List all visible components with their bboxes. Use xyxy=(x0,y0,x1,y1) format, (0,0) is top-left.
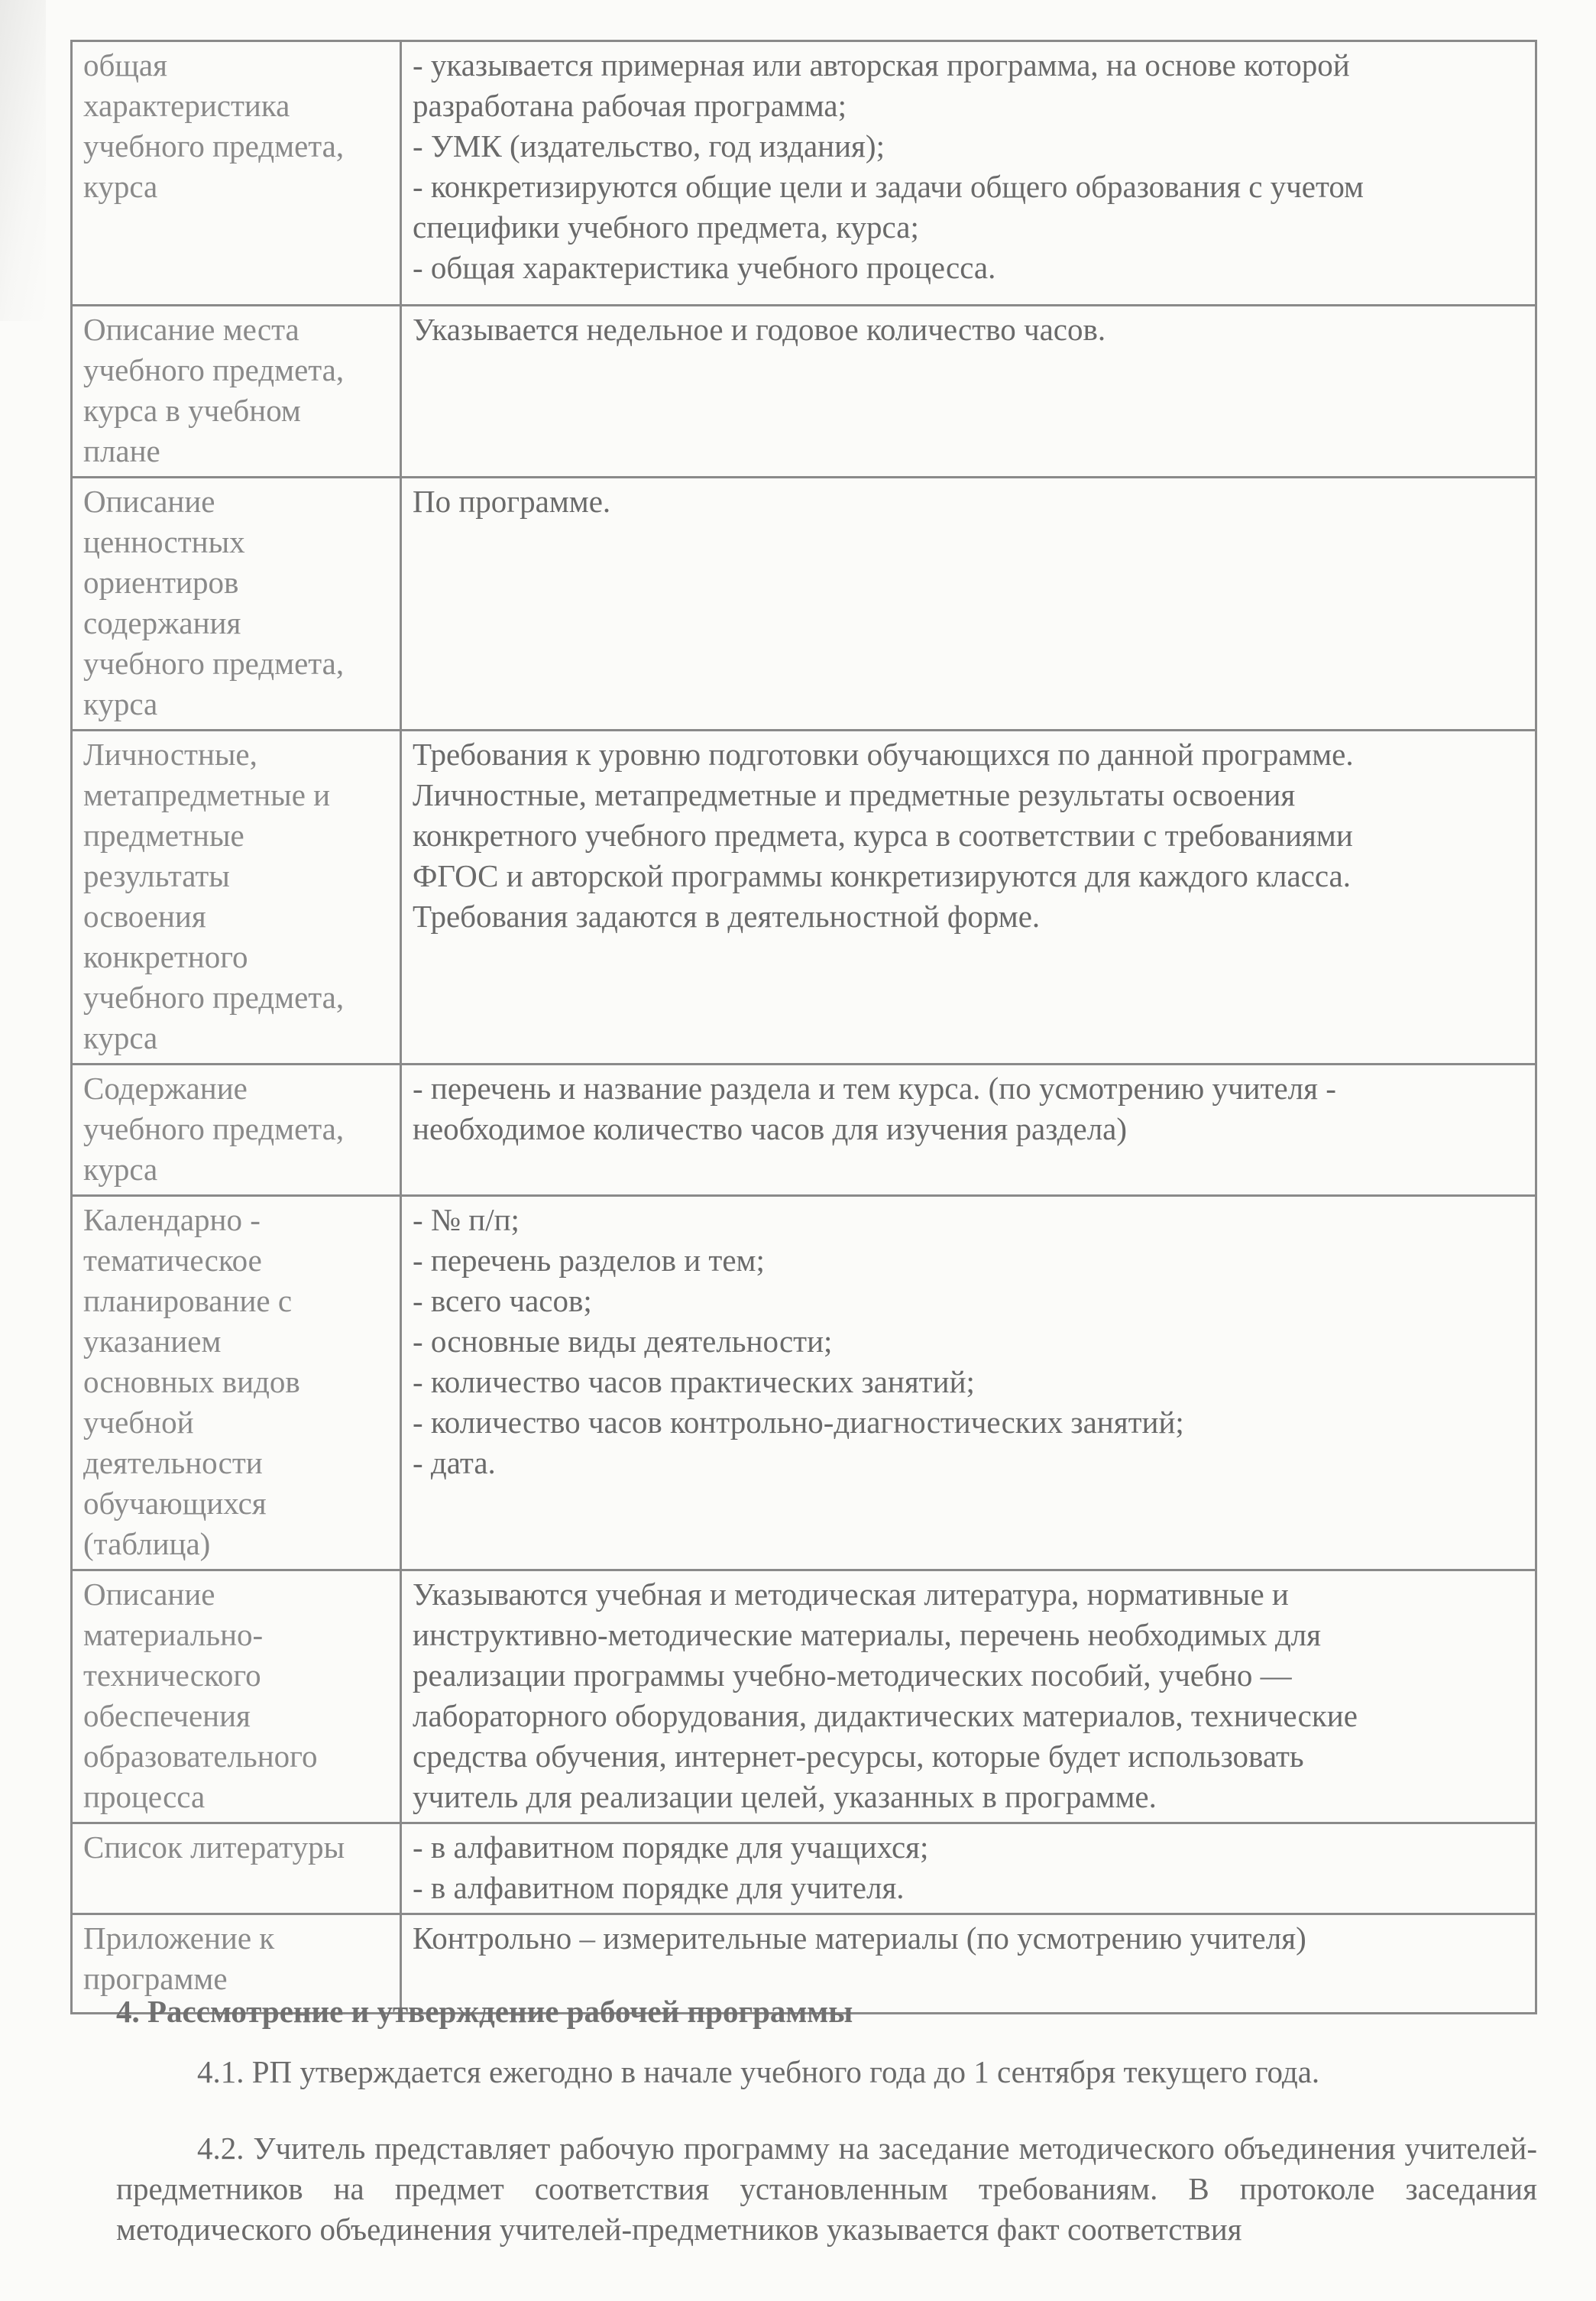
paragraph-4-2 xyxy=(116,2128,1537,2250)
section-content-line: - основные виды деятельности; xyxy=(413,1324,833,1359)
section-content-line: - дата. xyxy=(413,1445,496,1480)
section-name-cell xyxy=(72,731,401,1065)
section-name-cell xyxy=(72,1570,401,1823)
table-row xyxy=(72,478,1536,731)
section-name-line: деятельности xyxy=(83,1445,263,1480)
program-structure-table xyxy=(70,40,1537,2014)
section-name-line: учебного предмета, xyxy=(83,980,345,1015)
section-name-line: программе xyxy=(83,1961,228,1996)
section-content-line: ФГОС и авторской программы конкретизируются для каждого класса. xyxy=(413,858,1351,893)
section-content-line: Требования к уровню подготовки обучающихся по данной программе. xyxy=(413,737,1354,772)
section-name-line: учебного предмета, xyxy=(83,1111,345,1146)
section-name-line: материально- xyxy=(83,1617,264,1652)
section-name-line: конкретного xyxy=(83,939,248,974)
section-name-line: Описание места xyxy=(83,312,299,347)
section-content-cell xyxy=(401,1065,1536,1196)
section-name-line: обучающихся xyxy=(83,1486,267,1521)
section-name-line: плане xyxy=(83,433,160,468)
section-content-line: - указывается примерная или авторская программа, на основе которой xyxy=(413,47,1350,83)
section-content-line: - перечень и название раздела и тем курса. (по усмотрению учителя - xyxy=(413,1071,1336,1106)
section-content-cell xyxy=(401,1823,1536,1914)
section-content-line: - в алфавитном порядке для учителя. xyxy=(413,1870,905,1905)
section-name-cell xyxy=(72,478,401,731)
section-content-line: - конкретизируются общие цели и задачи общего образования с учетом xyxy=(413,169,1364,204)
section-content-line: Личностные, метапредметные и предметные результаты освоения xyxy=(413,777,1296,812)
table-row xyxy=(72,41,1536,306)
section-name-line: курса xyxy=(83,169,158,204)
section-content-line: - всего часов; xyxy=(413,1283,592,1318)
section-name-line: основных видов xyxy=(83,1364,300,1399)
section-content-cell xyxy=(401,41,1536,306)
section-content-line: - общая характеристика учебного процесса. xyxy=(413,250,996,285)
section-name-cell xyxy=(72,41,401,306)
section-content-line: - в алфавитном порядке для учащихся; xyxy=(413,1829,929,1865)
section-name-line: Календарно - xyxy=(83,1202,261,1237)
section-content-line: Контрольно – измерительные материалы (по усмотрению учителя) xyxy=(413,1920,1306,1956)
section-name-line: предметные xyxy=(83,818,244,853)
section-content-line: разработана рабочая программа; xyxy=(413,88,847,123)
section-content-line: инструктивно-методические материалы, перечень необходимых для xyxy=(413,1617,1321,1652)
section-name-line: ценностных xyxy=(83,524,245,559)
section-name-line: Содержание xyxy=(83,1071,248,1106)
section-name-line: Описание xyxy=(83,484,215,519)
section-name-cell xyxy=(72,1823,401,1914)
section-content-line: лабораторного оборудования, дидактических материалов, технические xyxy=(413,1698,1358,1733)
section-name-line: курса xyxy=(83,686,158,721)
section-content-line: конкретного учебного предмета, курса в соответствии с требованиями xyxy=(413,818,1353,853)
section-name-line: Список литературы xyxy=(83,1829,345,1865)
table-row xyxy=(72,1570,1536,1823)
section-name-line: процесса xyxy=(83,1779,206,1814)
section-content-line: учитель для реализации целей, указанных в программе. xyxy=(413,1779,1157,1814)
section-name-line: технического xyxy=(83,1658,261,1693)
section-name-line: характеристика xyxy=(83,88,290,123)
section-name-line: метапредметные и xyxy=(83,777,331,812)
section-name-line: указанием xyxy=(83,1324,222,1359)
section-content-line: - перечень разделов и тем; xyxy=(413,1243,765,1278)
table-row xyxy=(72,1823,1536,1914)
paragraph-4-1-text: 4.1. РП утверждается ежегодно в начале учебного года до 1 сентября текущего года. xyxy=(197,2054,1320,2089)
table-row xyxy=(72,1196,1536,1570)
table-row xyxy=(72,306,1536,478)
section-name-line: содержания xyxy=(83,605,241,640)
section-content-line: Требования задаются в деятельностной форме. xyxy=(413,899,1041,934)
section-name-line: тематическое xyxy=(83,1243,262,1278)
section-content-line: По программе. xyxy=(413,484,611,519)
section-name-line: ориентиров xyxy=(83,565,239,600)
section-content-cell xyxy=(401,478,1536,731)
section-content-line: - УМК (издательство, год издания); xyxy=(413,128,885,164)
section-name-line: Личностные, xyxy=(83,737,257,772)
section-name-line: учебной xyxy=(83,1405,194,1440)
section-name-line: учебного предмета, xyxy=(83,646,345,681)
section-name-line: учебного предмета, xyxy=(83,128,345,164)
paragraph-4-1 xyxy=(116,2052,1537,2092)
section-name-line: общая xyxy=(83,47,167,83)
section-content-line: - количество часов контрольно-диагностических занятий; xyxy=(413,1405,1184,1440)
section-content-line: - № п/п; xyxy=(413,1202,520,1237)
section-name-line: образовательного xyxy=(83,1739,318,1774)
section-name-line: результаты xyxy=(83,858,230,893)
section-content-line: - количество часов практических занятий; xyxy=(413,1364,975,1399)
section-name-line: Приложение к xyxy=(83,1920,275,1956)
section-content-line: Указывается недельное и годовое количество часов. xyxy=(413,312,1106,347)
section-name-line: курса xyxy=(83,1152,158,1187)
section-name-line: Описание xyxy=(83,1577,215,1612)
section-heading: 4. Рассмотрение и утверждение рабочей программы xyxy=(116,1994,853,2029)
section-name-line: учебного предмета, xyxy=(83,352,345,387)
section-name-line: курса xyxy=(83,1020,158,1055)
section-name-line: (таблица) xyxy=(83,1526,211,1561)
section-name-line: обеспечения xyxy=(83,1698,251,1733)
section-content-line: необходимое количество часов для изучения раздела) xyxy=(413,1111,1128,1146)
table-row xyxy=(72,1065,1536,1196)
section-content-cell xyxy=(401,1196,1536,1570)
section-name-line: планирование с xyxy=(83,1283,293,1318)
page-edge-shadow xyxy=(0,0,46,321)
section-content-line: специфики учебного предмета, курса; xyxy=(413,209,919,245)
section-content-line: средства обучения, интернет-ресурсы, которые будет использовать xyxy=(413,1739,1304,1774)
paragraph-4-2-text: 4.2. Учитель представляет рабочую программу на заседание методического объединения учителей-предметников на предмет соответствия установленным требованиям. В протоколе заседания методического объединения учителей-предметников указывается факт соответствия xyxy=(116,2131,1537,2247)
section-name-cell xyxy=(72,1196,401,1570)
section-content-cell xyxy=(401,306,1536,478)
section-name-line: курса в учебном xyxy=(83,393,301,428)
section-content-cell xyxy=(401,1570,1536,1823)
section-content-line: реализации программы учебно-методических пособий, учебно — xyxy=(413,1658,1292,1693)
section-content-line: Указываются учебная и методическая литература, нормативные и xyxy=(413,1577,1289,1612)
section-name-line: освоения xyxy=(83,899,206,934)
section-name-cell xyxy=(72,306,401,478)
section-name-cell xyxy=(72,1065,401,1196)
table-row xyxy=(72,731,1536,1065)
section-content-cell xyxy=(401,731,1536,1065)
